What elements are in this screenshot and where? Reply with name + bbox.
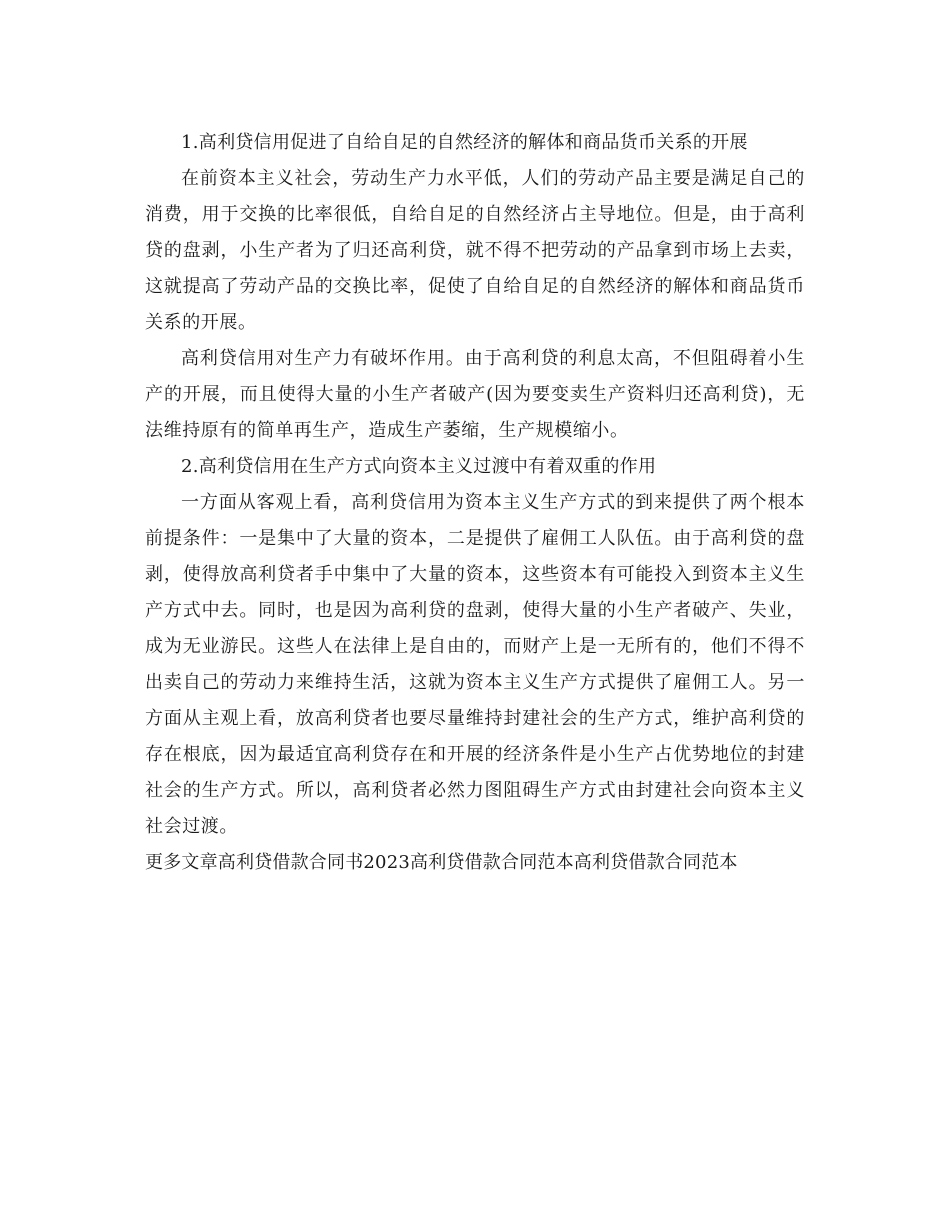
paragraph-3: 一方面从客观上看，高利贷信用为资本主义生产方式的到来提供了两个根本前提条件：一是集中了大量的资本，二是提供了雇佣工人队伍。由于高利贷的盘剥，使得放高利贷者手中集中了大量的资本，这些资本有可能投入到资本主义生产方式中去。同时，也是因为高利贷的盘剥，使得大量的小生产者破产、失业，成为无业游民。这些人在法律上是自由的，而财产上是一无所有的，他们不得不出卖自己的劳动力来维持生活，这就为资本主义生产方式提供了雇佣工人。另一方面从主观上看，放高利贷者也要尽量维持封建社会的生产方式，维护高利贷的存在根底，因为最适宜高利贷存在和开展的经济条件是小生产占优势地位的封建社会的生产方式。所以，高利贷者必然力图阻碍生产方式由封建社会向资本主义社会过渡。: [145, 492, 805, 837]
more-articles-line: 更多文章高利贷借款合同书2023高利贷借款合同范本高利贷借款合同范本: [145, 852, 738, 873]
document-body: [145, 125, 805, 881]
section-heading-1: 1.高利贷信用促进了自给自足的自然经济的解体和商品货币关系的开展: [181, 132, 748, 153]
paragraph-2: 高利贷信用对生产力有破坏作用。由于高利贷的利息太高，不但阻碍着小生产的开展，而且使得大量的小生产者破产(因为要变卖生产资料归还高利贷)，无法维持原有的简单再生产，造成生产萎缩，生产规模缩小。: [145, 348, 805, 441]
paragraph-1: 在前资本主义社会，劳动生产力水平低，人们的劳动产品主要是满足自己的消费，用于交换的比率很低，自给自足的自然经济占主导地位。但是，由于高利贷的盘剥，小生产者为了归还高利贷，就不得不把劳动的产品拿到市场上去卖，这就提高了劳动产品的交换比率，促使了自给自足的自然经济的解体和商品货币关系的开展。: [145, 168, 805, 333]
section-heading-2: 2.高利贷信用在生产方式向资本主义过渡中有着双重的作用: [181, 456, 657, 477]
